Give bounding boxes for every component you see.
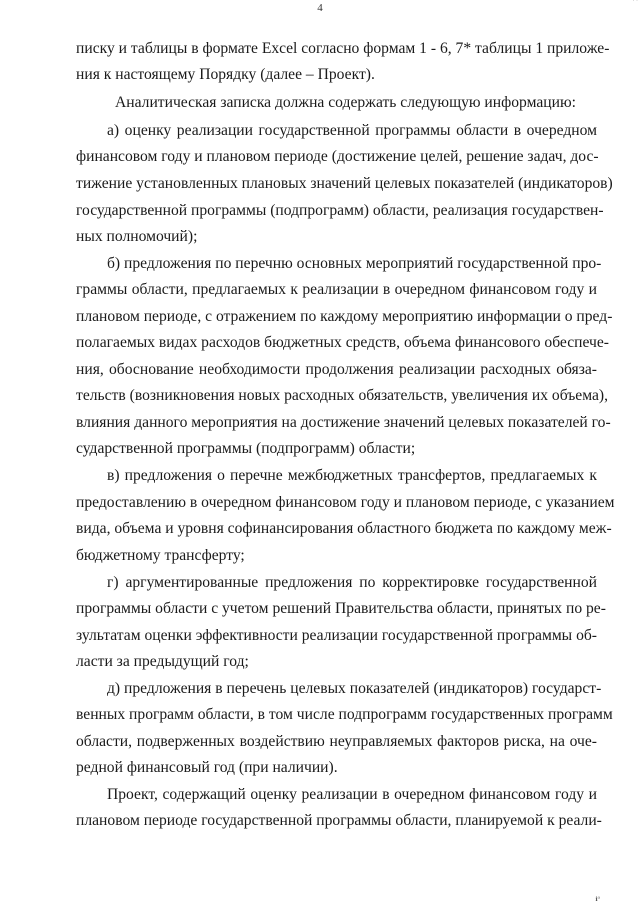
text-line: писку и таблицы в формате Excel согласно формам 1 - 6, 7* таблицы 1 приложе- bbox=[76, 40, 610, 57]
text-line: финансовом году и плановом периоде (достижение целей, решение задач, дос- bbox=[76, 148, 599, 165]
text-line: ласти за предыдущий год; bbox=[76, 653, 249, 670]
text-line: предоставлению в очередном финансовом году и плановом периоде, с указанием bbox=[76, 494, 615, 511]
text-line: г) аргументированные предложения по корректировке государственной bbox=[107, 574, 597, 591]
text-line: вида, объема и уровня софинансирования областного бюджета по каждому меж- bbox=[76, 520, 612, 537]
text-line: полагаемых видах расходов бюджетных средств, объема финансового обеспече- bbox=[76, 334, 609, 351]
text-line: Проект, содержащий оценку реализации в очередном финансовом году и bbox=[107, 786, 597, 803]
text-line: бюджетному трансферту; bbox=[76, 547, 245, 564]
scan-mark-bottom: ℹ⁰ bbox=[595, 897, 600, 903]
text-line: Аналитическая записка должна содержать следующую информацию: bbox=[115, 94, 576, 111]
page-number: 4 bbox=[317, 2, 323, 14]
text-line: д) предложения в перечень целевых показателей (индикаторов) государст- bbox=[107, 680, 602, 697]
text-line: области, подверженных воздействию неуправляемых факторов риска, на оче- bbox=[76, 733, 597, 750]
text-line: плановом периоде государственной программы области, планируемой к реали- bbox=[76, 812, 602, 829]
text-line: в) предложения о перечне межбюджетных трансфертов, предлагаемых к bbox=[107, 467, 597, 484]
text-line: венных программ области, в том числе подпрограмм государственных программ bbox=[76, 706, 613, 723]
text-line: ния к настоящему Порядку (далее – Проект). bbox=[76, 66, 375, 83]
text-line: а) оценку реализации государственной программы области в очередном bbox=[107, 122, 597, 139]
text-line: зультатам оценки эффективности реализации государственной программы об- bbox=[76, 627, 597, 644]
text-line: б) предложения по перечню основных мероприятий государственной про- bbox=[107, 255, 602, 272]
text-line: тижение установленных плановых значений целевых показателей (индикаторов) bbox=[76, 175, 613, 192]
text-line: граммы области, предлагаемых к реализации в очередном финансовом году и bbox=[76, 281, 597, 298]
text-line: ния, обоснование необходимости продолжения реализации расходных обяза- bbox=[76, 361, 597, 378]
text-line: влияния данного мероприятия на достижение значений целевых показателей го- bbox=[76, 414, 611, 431]
text-line: программы области с учетом решений Правительства области, принятых по ре- bbox=[76, 600, 606, 617]
text-line: тельств (возникновения новых расходных обязательств, увеличения их объема), bbox=[76, 387, 609, 404]
text-line: редной финансовый год (при наличии). bbox=[76, 759, 338, 776]
text-line: ных полномочий); bbox=[76, 228, 198, 245]
text-line: плановом периоде, с отражением по каждому мероприятию информации о пред- bbox=[76, 308, 613, 325]
scan-mark-top: · · bbox=[632, 0, 638, 4]
text-line: государственной программы (подпрограмм) области, реализация государствен- bbox=[76, 202, 604, 219]
text-line: сударственной программы (подпрограмм) области; bbox=[76, 440, 416, 457]
